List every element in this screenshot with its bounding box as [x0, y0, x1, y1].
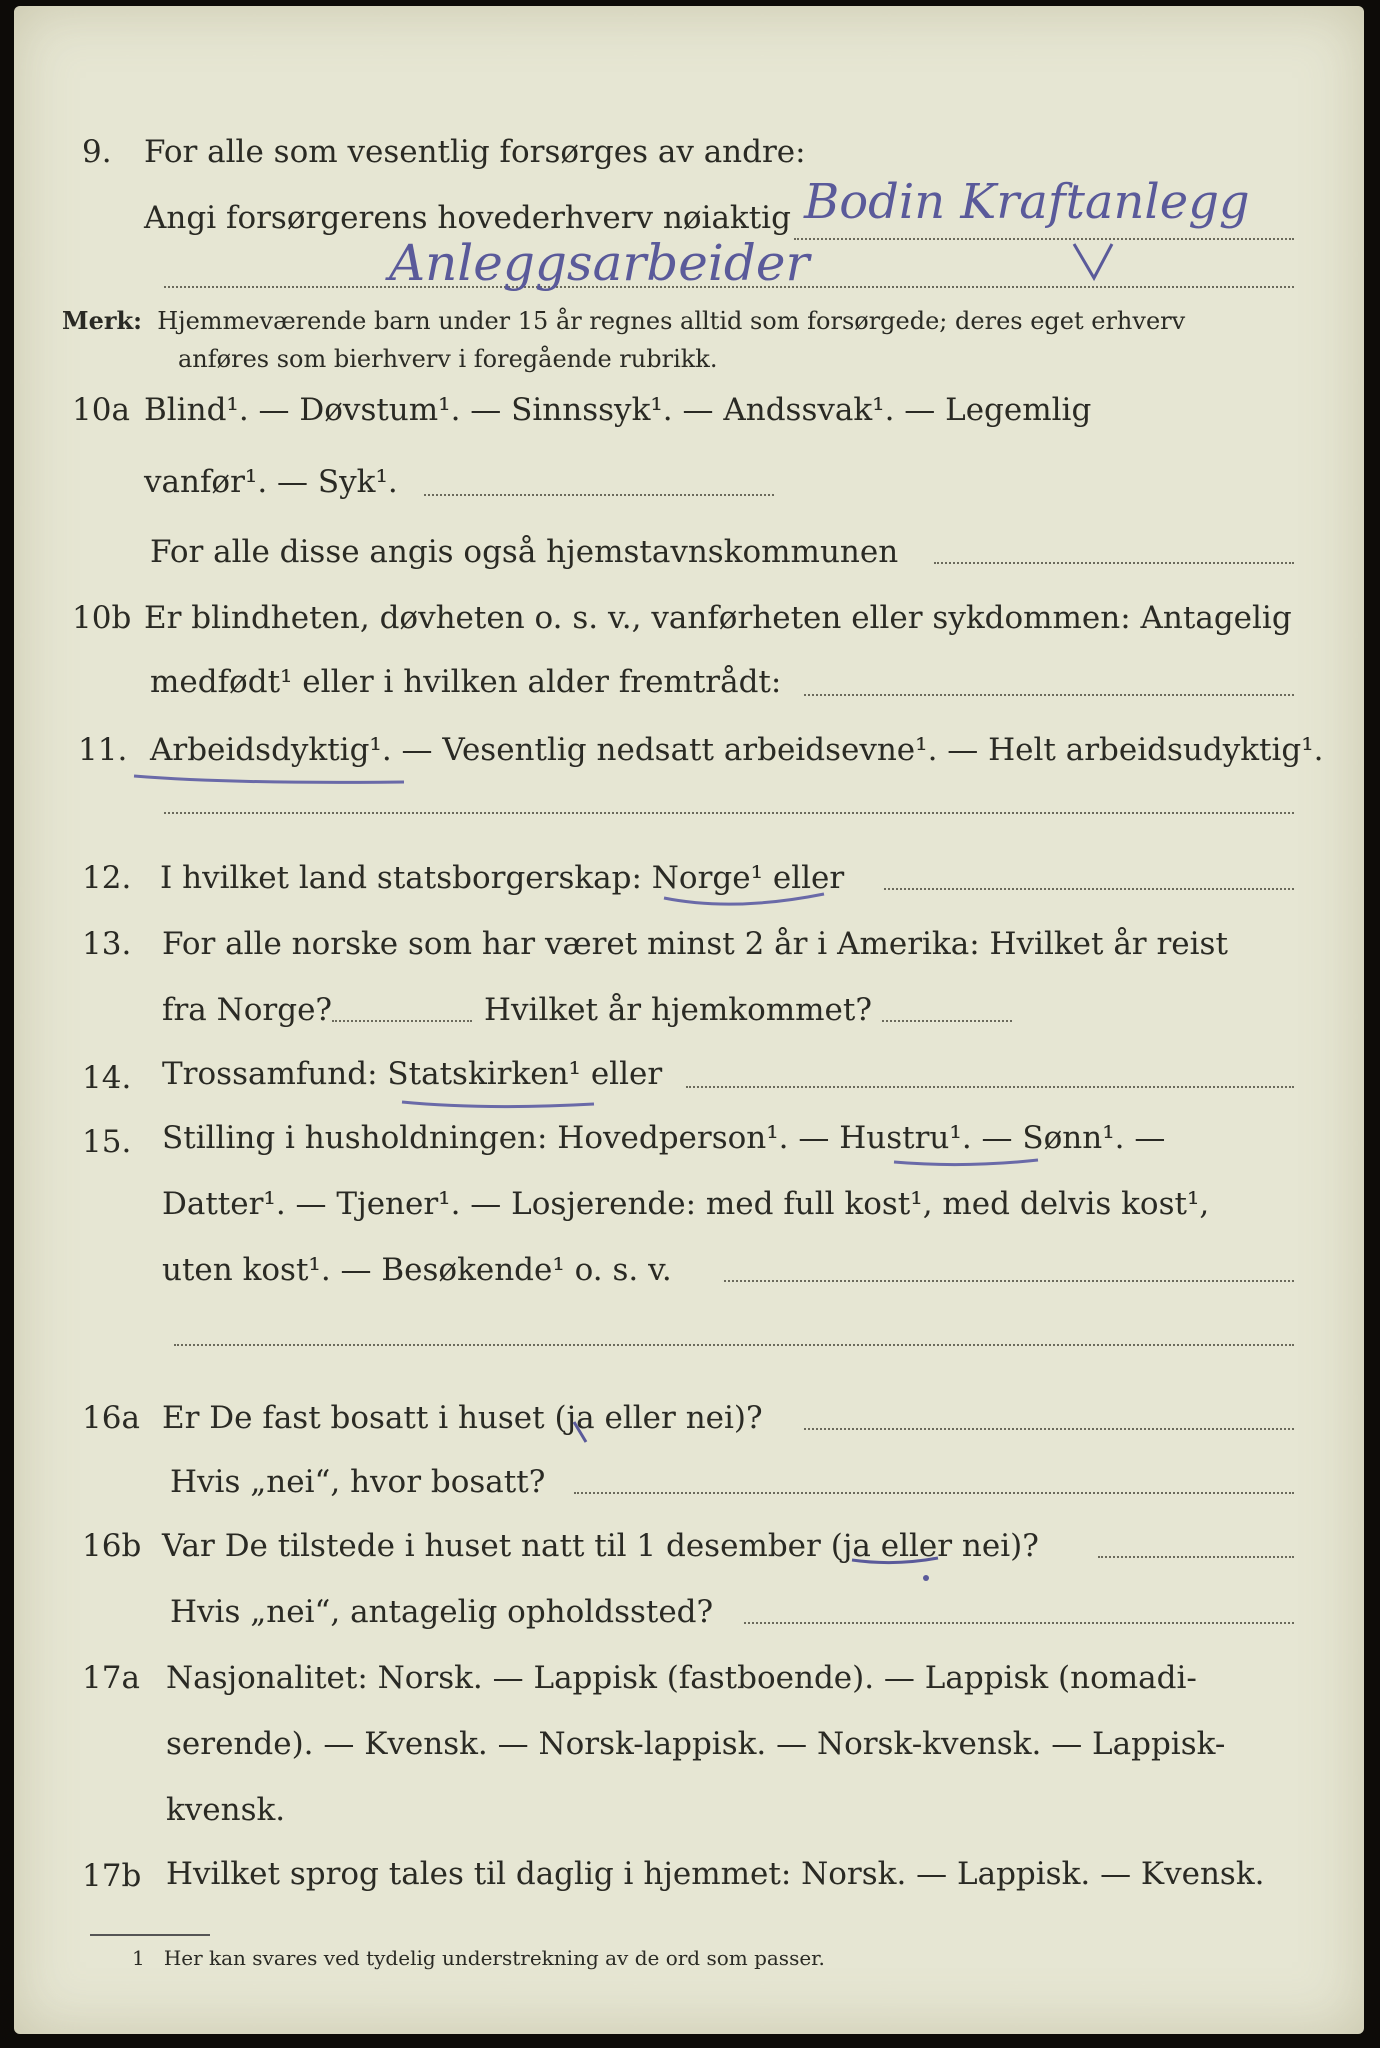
q12-number: 12. — [82, 860, 132, 896]
q9-handwriting-employer: Bodin Kraftanlegg — [804, 174, 1250, 230]
q17b-number: 17b — [82, 1858, 142, 1894]
q15-line3: uten kost¹. — Besøkende¹ o. s. v. — [162, 1252, 672, 1288]
q10b-number: 10b — [72, 600, 132, 636]
q17a-line2: serende). — Kvensk. — Norsk-lappisk. — Norsk-kvensk. — Lappisk- — [166, 1726, 1226, 1762]
q16b-line2: Hvis „nei“, antagelig opholdssted? — [170, 1594, 714, 1630]
q16a-number: 16a — [82, 1400, 140, 1436]
q10a-line3: For alle disse angis også hjemstavnskommunen — [150, 534, 899, 570]
q12-line1: I hvilket land statsborgerskap: Norge¹ eller — [160, 860, 845, 896]
mark-ja-q16a — [574, 1422, 586, 1442]
merk-line2: anføres som bierhverv i foregående rubrikk. — [178, 345, 718, 373]
checkmark-q9 — [1074, 244, 1112, 278]
q16a-line1: Er De fast bosatt i huset (ja eller nei)? — [162, 1400, 763, 1436]
q9-line2: Angi forsørgerens hovederhverv nøiaktig — [144, 200, 791, 236]
underline-hustru — [894, 1160, 1038, 1165]
q10b-line1: Er blindheten, døvheten o. s. v., vanførheten eller sykdommen: Antagelig — [144, 600, 1292, 636]
q13-number: 13. — [82, 926, 132, 962]
q16b-line1: Var De tilstede i huset natt til 1 desember (ja eller nei)? — [162, 1528, 1039, 1564]
q15-line2: Datter¹. — Tjener¹. — Losjerende: med full kost¹, med delvis kost¹, — [162, 1186, 1210, 1222]
q10a-line1: Blind¹. — Døvstum¹. — Sinnssyk¹. — Andssvak¹. — Legemlig — [144, 392, 1092, 428]
q14-number: 14. — [82, 1060, 132, 1096]
underline-statskirken — [402, 1102, 594, 1107]
q15-line1: Stilling i husholdningen: Hovedperson¹. — Hustru¹. — Sønn¹. — — [162, 1120, 1166, 1156]
q10b-line2: medfødt¹ eller i hvilken alder fremtrådt: — [150, 664, 782, 700]
underline-norge — [664, 894, 824, 904]
q9-number: 9. — [82, 134, 112, 170]
q10a-line2: vanfør¹. — Syk¹. — [144, 464, 398, 500]
q17a-line3: kvensk. — [166, 1792, 286, 1828]
underline-ja-q16b — [852, 1558, 938, 1563]
merk-text1: Hjemmeværende barn under 15 år regnes alltid som forsørgede; deres eget erhverv — [157, 307, 1186, 335]
underline-arbeidsdyktig — [134, 776, 404, 782]
q10a-number: 10a — [72, 392, 130, 428]
q14-line1: Trossamfund: Statskirken¹ eller — [162, 1056, 663, 1092]
underline-marks — [14, 6, 1364, 2034]
q17a-line1: Nasjonalitet: Norsk. — Lappisk (fastboende). — Lappisk (nomadi- — [166, 1660, 1197, 1696]
census-form-page — [14, 6, 1364, 2034]
merk-label: Merk: — [62, 306, 142, 335]
q11-line1: Arbeidsdyktig¹. — Vesentlig nedsatt arbeidsevne¹. — Helt arbeidsudyktig¹. — [150, 732, 1324, 768]
dot-mark — [923, 1575, 929, 1581]
q16b-number: 16b — [82, 1528, 142, 1564]
q13-line2a: fra Norge? — [162, 992, 333, 1028]
q17b-line1: Hvilket sprog tales til daglig i hjemmet: Norsk. — Lappisk. — Kvensk. — [166, 1856, 1265, 1892]
q9-handwriting-occupation: Anleggsarbeider — [389, 234, 810, 292]
q13-line1: For alle norske som har været minst 2 år i Amerika: Hvilket år reist — [162, 926, 1228, 962]
footnote-text: Her kan svares ved tydelig understrekning av de ord som passer. — [163, 1946, 825, 1970]
q16a-line2: Hvis „nei“, hvor bosatt? — [170, 1464, 546, 1500]
q9-line1: For alle som vesentlig forsørges av andre: — [144, 134, 806, 170]
q15-number: 15. — [82, 1124, 132, 1160]
q13-line2b: Hvilket år hjemkommet? — [484, 992, 872, 1028]
footnote-mark: 1 — [132, 1946, 145, 1970]
q11-number: 11. — [78, 732, 128, 768]
q17a-number: 17a — [82, 1660, 140, 1696]
